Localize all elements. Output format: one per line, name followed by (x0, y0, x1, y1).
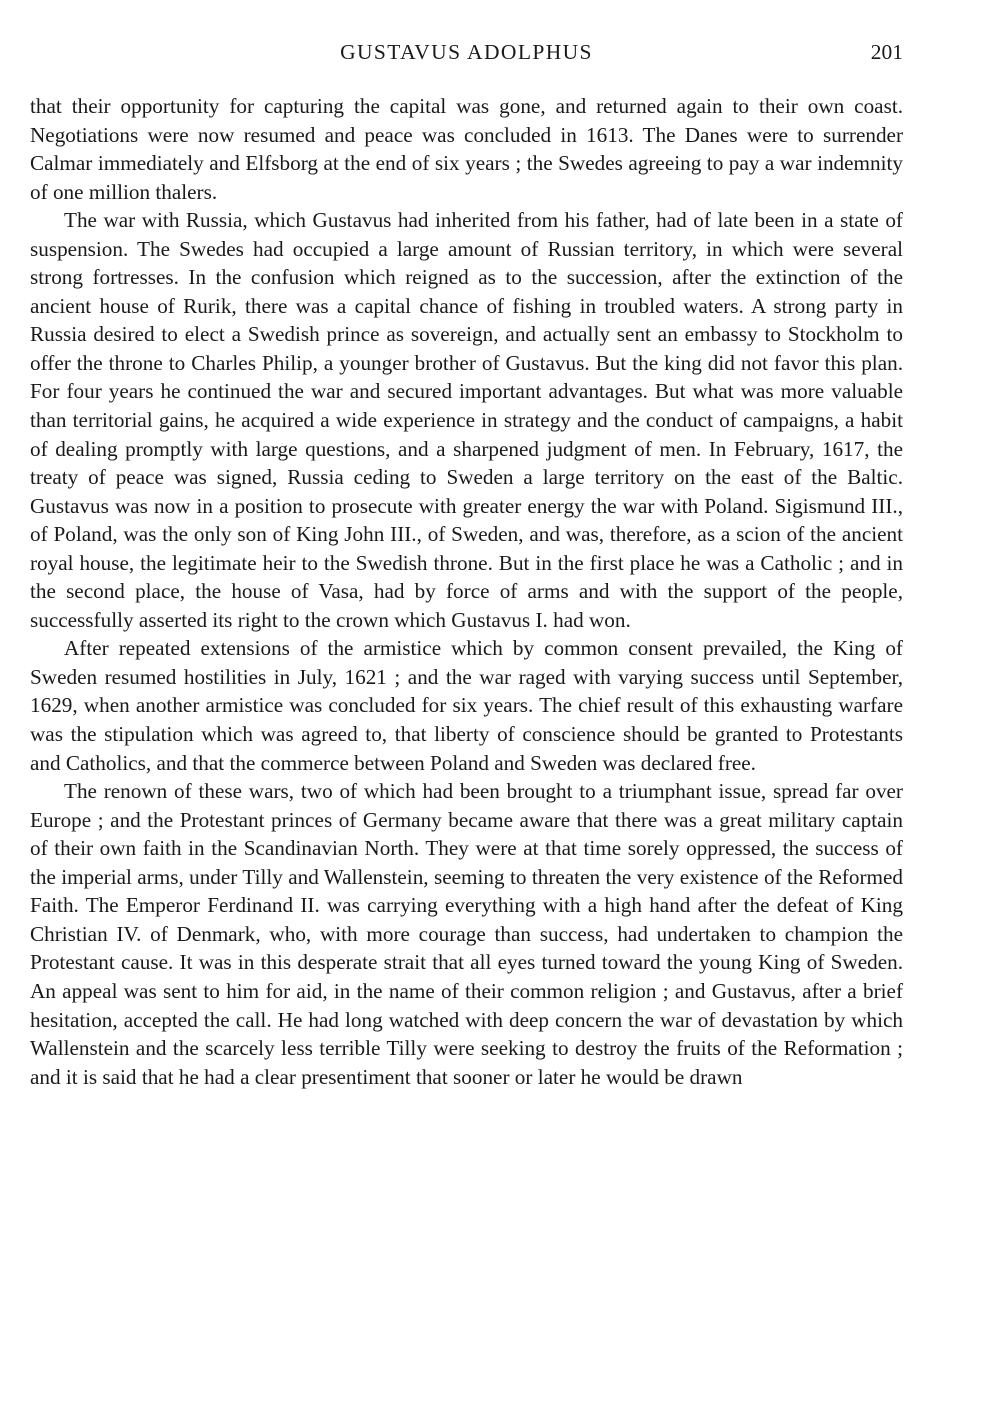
body-text (30, 92, 903, 1091)
running-head (30, 40, 903, 76)
running-title: GUSTAVUS ADOLPHUS (340, 40, 593, 64)
paragraph: The war with Russia, which Gustavus had inherited from his father, had of late been in a state of suspension. The Swedes had occupied a large amount of Russian territory, in which were several strong fortresses. In the confusion which reigned as to the succession, after the extinction of the ancient house of Rurik, there was a capital chance of fishing in troubled waters. A strong party in Russia desired to elect a Swedish prince as sovereign, and actually sent an embassy to Stockholm to offer the throne to Charles Philip, a younger brother of Gustavus. But the king did not favor this plan. For four years he continued the war and secured important advantages. But what was more valuable than territorial gains, he acquired a wide experience in strategy and the conduct of campaigns, a habit of dealing promptly with large questions, and a sharpened judgment of men. In February, 1617, the treaty of peace was signed, Russia ceding to Sweden a large territory on the east of the Baltic. Gustavus was now in a position to prosecute with greater energy the war with Poland. Sigismund III., of Poland, was the only son of King John III., of Sweden, and was, therefore, as a scion of the ancient royal house, the legitimate heir to the Swedish throne. But in the first place he was a Catholic ; and in the second place, the house of Vasa, had by force of arms and with the support of the people, successfully asserted its right to the crown which Gustavus I. had won. (30, 208, 903, 632)
book-page (30, 40, 903, 1091)
paragraph: After repeated extensions of the armistice which by common consent prevailed, the King of Sweden resumed hostilities in July, 1621 ; and the war raged with varying success until September, 1629, when another armistice was concluded for six years. The chief result of this exhausting warfare was the stipulation which was agreed to, that liberty of conscience should be granted to Protestants and Catholics, and that the commerce between Poland and Sweden was declared free. (30, 636, 903, 775)
paragraph: The renown of these wars, two of which had been brought to a triumphant issue, spread far over Europe ; and the Protestant princes of Germany became aware that there was a great military captain of their own faith in the Scandinavian North. They were at that time sorely oppressed, the success of the imperial arms, under Tilly and Wallenstein, seeming to threaten the very existence of the Reformed Faith. The Emperor Ferdinand II. was carrying everything with a high hand after the defeat of King Christian IV. of Denmark, who, with more courage than success, had undertaken to champion the Protestant cause. It was in this desperate strait that all eyes turned toward the young King of Sweden. An appeal was sent to him for aid, in the name of their common religion ; and Gustavus, after a brief hesitation, accepted the call. He had long watched with deep concern the war of devastation by which Wallenstein and the scarcely less terrible Tilly were seeking to destroy the fruits of the Reformation ; and it is said that he had a clear presentiment that sooner or later he would be drawn (30, 779, 903, 1089)
paragraph: that their opportunity for capturing the capital was gone, and returned again to their own coast. Negotiations were now resumed and peace was concluded in 1613. The Danes were to surrender Calmar immediately and Elfsborg at the end of six years ; the Swedes agreeing to pay a war indemnity of one million thalers. (30, 94, 903, 204)
page-number: 201 (870, 40, 903, 64)
